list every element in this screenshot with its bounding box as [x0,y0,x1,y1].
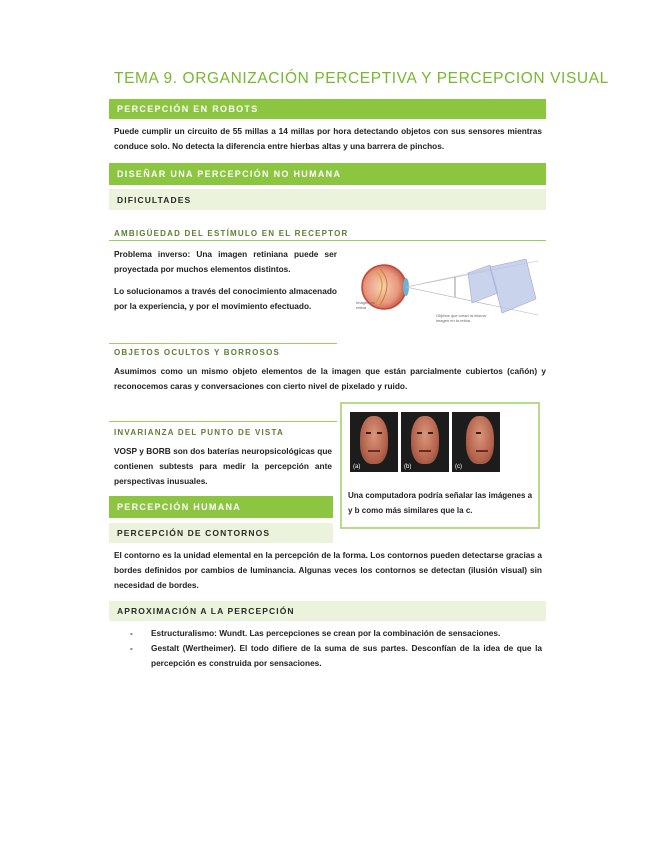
robots-paragraph: Puede cumplir un circuito de 55 millas a 14 millas por hora detectando objetos con sus sensores mientras conduce solo. No detecta la diferencia entre hierbas altas y una barrera de pinchos. [114,126,542,151]
figure-label-retina: Imagen en retina [356,300,375,310]
bullet-dash: - [130,643,133,653]
subsection-dificultades: DIFICULTADES [109,189,546,210]
face-image-b [401,412,449,472]
heading-objetos-ocultos: OBJETOS OCULTOS Y BORROSOS [114,348,281,357]
faces-figure-box [340,402,540,529]
section-heading-no-humana: DISEÑAR UNA PERCEPCIÓN NO HUMANA [109,163,546,185]
figure-label-objects: Objetos que crean la misma imagen en la retina [436,313,486,323]
subsection-contornos: PERCEPCIÓN DE CONTORNOS [109,523,333,543]
heading-invarianza: INVARIANZA DEL PUNTO DE VISTA [114,428,284,437]
ambiguedad-p1: Problema inverso: Una imagen retiniana puede ser proyectada por muchos elementos distintos. [114,249,337,274]
divider [109,343,337,344]
face-image-a [350,412,398,472]
heading-ambiguedad: AMBIGÜEDAD DEL ESTÍMULO EN EL RECEPTOR [114,229,349,238]
face-image-c [452,412,500,472]
divider [109,421,337,422]
bullet-dash: - [130,628,133,638]
faces-caption: Una computadora podría señalar las imágenes a y b como más similares que la c. [348,491,533,515]
page-title: TEMA 9. ORGANIZACIÓN PERCEPTIVA Y PERCEPCION VISUAL [114,70,609,87]
ocultos-paragraph: Asumimos como un mismo objeto elementos de la imagen que están parcialmente cubiertos (cañón) y reconocemos caras y conversaciones con cierto nivel de pixelado y ruido. [114,366,546,391]
list-item-text: Estructuralismo: Wundt. Las percepciones se crean por la combinación de sensaciones. [151,628,501,638]
aproximacion-list [114,626,542,671]
section-heading-humana: PERCEPCIÓN HUMANA [109,496,333,518]
divider [109,240,546,241]
section-heading-robots: PERCEPCIÓN EN ROBOTS [109,99,546,119]
face-label: (c) [455,464,462,470]
face-label: (b) [404,464,412,470]
contornos-paragraph: El contorno es la unidad elemental en la percepción de la forma. Los contornos pueden detectarse gracias a bordes definidos por cambios de luminancia. Algunas veces los contornos se detectan (ilusión visual) sin necesidad de bordes. [114,550,542,590]
face-label: (a) [353,464,361,470]
list-item [114,641,542,671]
subsection-aproximacion: APROXIMACIÓN A LA PERCEPCIÓN [109,601,546,621]
list-item [114,626,542,641]
invarianza-paragraph: VOSP y BORB son dos baterías neuropsicológicas que contienen subtests para medir la percepción ante perspectivas inusuales. [114,446,332,486]
ambiguedad-p2: Lo solucionamos a través del conocimiento almacenado por la experiencia, y por el movimiento efectuado. [114,286,337,311]
list-item-text: Gestalt (Wertheimer). El todo difiere de la suma de sus partes. Desconfían de la idea de que la percepción es construida por sensaciones. [151,643,542,668]
